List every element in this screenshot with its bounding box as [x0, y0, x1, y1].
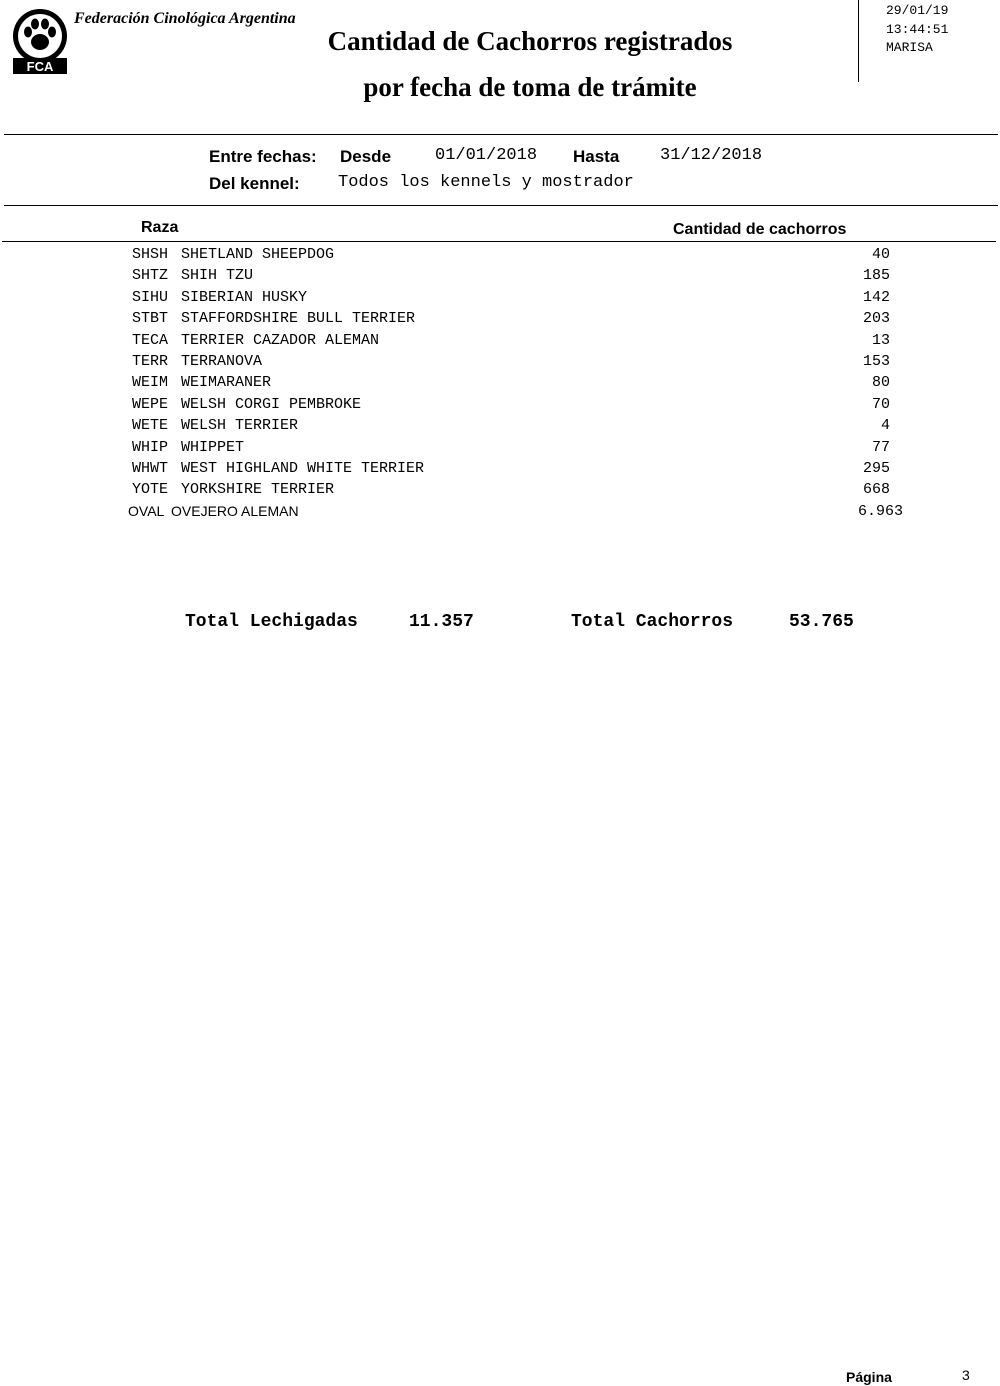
breed-code: SIHU	[132, 288, 169, 306]
table-row	[0, 265, 1000, 286]
puppy-count: 70	[871, 395, 890, 413]
table-row	[0, 330, 1000, 351]
from-date: 01/01/2018	[435, 146, 538, 165]
header-divider	[858, 0, 859, 82]
puppy-count: 6.963	[857, 502, 903, 520]
breed-code: OVAL	[128, 502, 165, 519]
breed-name: WEIMARANER	[181, 374, 272, 392]
between-dates-label: Entre fechas:	[209, 147, 317, 166]
breed-code: WEPE	[132, 395, 169, 413]
breed-name: WELSH TERRIER	[181, 417, 299, 435]
total-puppies-label: Total Cachorros	[571, 612, 734, 632]
table-row	[0, 308, 1000, 329]
breed-name: WHIPPET	[181, 438, 245, 456]
puppy-count: 668	[862, 481, 890, 499]
breed-name: SIBERIAN HUSKY	[181, 288, 308, 306]
organization-name: Federación Cinológica Argentina	[74, 10, 296, 27]
table-row	[0, 501, 1000, 522]
breed-code: WEIM	[132, 374, 169, 392]
puppy-count: 153	[862, 352, 890, 370]
total-puppies-value: 53.765	[789, 612, 854, 632]
table-row	[0, 351, 1000, 372]
table-row	[0, 458, 1000, 479]
table-row	[0, 287, 1000, 308]
from-label: Desde	[340, 147, 392, 166]
to-label: Hasta	[573, 147, 620, 166]
column-header-breed: Raza	[141, 219, 179, 236]
breed-name: TERRIER CAZADOR ALEMAN	[181, 331, 380, 349]
breed-name: STAFFORDSHIRE BULL TERRIER	[181, 310, 416, 328]
svg-text:FCA: FCA	[26, 59, 54, 74]
kennel-label: Del kennel:	[209, 174, 300, 193]
breed-name: WELSH CORGI PEMBROKE	[181, 395, 362, 413]
kennel-value: Todos los kennels y mostrador	[338, 173, 634, 192]
print-date: 29/01/19	[886, 3, 949, 18]
report-title-line2: por fecha de toma de trámite	[363, 72, 697, 102]
table-row	[0, 479, 1000, 500]
puppy-count: 185	[862, 267, 890, 285]
breed-name: WEST HIGHLAND WHITE TERRIER	[181, 459, 425, 477]
column-header-rule	[2, 241, 996, 242]
puppy-count: 13	[871, 331, 890, 349]
print-time: 13:44:51	[886, 22, 949, 37]
print-user: MARISA	[886, 40, 933, 55]
puppy-count: 77	[871, 438, 890, 456]
table-row	[0, 394, 1000, 415]
page-label: Página	[846, 1369, 892, 1385]
breed-code: WHIP	[132, 438, 169, 456]
to-date: 31/12/2018	[660, 146, 763, 165]
breed-name: OVEJERO ALEMAN	[171, 502, 299, 519]
report-title-line1: Cantidad de Cachorros registrados	[327, 26, 733, 56]
puppy-count: 142	[862, 288, 890, 306]
table-row	[0, 437, 1000, 458]
filters-rule	[4, 205, 998, 206]
breed-code: WHWT	[132, 459, 169, 477]
breed-code: TECA	[132, 331, 169, 349]
breed-code: TERR	[132, 352, 169, 370]
puppy-count: 203	[862, 310, 890, 328]
breed-code: YOTE	[132, 481, 169, 499]
breed-table-body	[0, 244, 1000, 522]
table-row	[0, 415, 1000, 436]
breed-code: SHTZ	[132, 267, 169, 285]
header-rule	[4, 134, 998, 135]
breed-code: SHSH	[132, 246, 169, 263]
page-number: 3	[962, 1367, 970, 1383]
total-litters-label: Total Lechigadas	[185, 612, 358, 632]
breed-code: WETE	[132, 417, 169, 435]
breed-name: SHIH TZU	[181, 267, 254, 285]
puppy-count: 295	[862, 459, 890, 477]
puppy-count: 40	[871, 246, 890, 263]
column-header-quantity: Cantidad de cachorros	[673, 221, 847, 238]
total-litters-value: 11.357	[409, 612, 474, 632]
puppy-count: 80	[871, 374, 890, 392]
puppy-count: 4	[880, 417, 890, 435]
breed-name: TERRANOVA	[181, 352, 263, 370]
table-row	[0, 244, 1000, 265]
breed-name: YORKSHIRE TERRIER	[181, 481, 335, 499]
breed-name: SHETLAND SHEEPDOG	[181, 246, 335, 263]
table-row	[0, 372, 1000, 393]
breed-code: STBT	[132, 310, 169, 328]
